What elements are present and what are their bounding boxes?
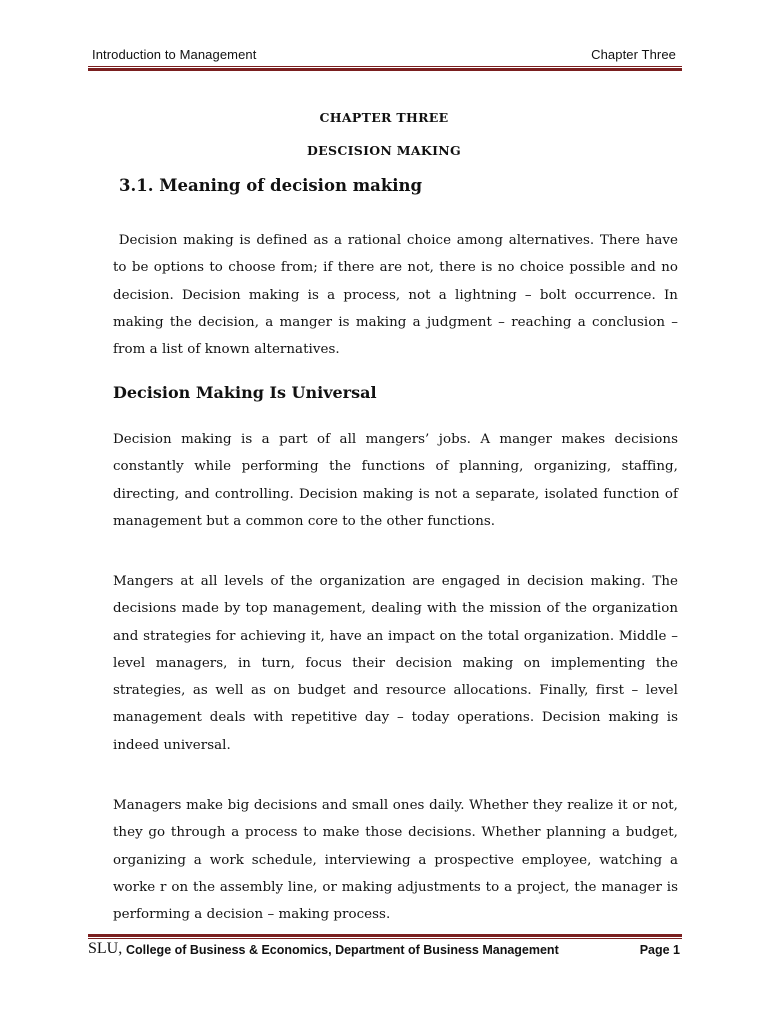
section-heading: 3.1. Meaning of decision making [119,176,423,195]
header-rule-thick [88,68,682,71]
subsection-heading: Decision Making Is Universal [113,383,377,402]
chapter-title: DESCISION MAKING [307,143,461,158]
header-course-title: Introduction to Management [92,47,257,62]
section-paragraph: Decision making is defined as a rational choice among alternatives. There have to be options to choose from; if there are not, there is no choice possible and no decision. Decision making is a process, not a lightning – bolt occurrence. In making the decision, a manger is making a judgment – reaching a conclusion – from a list of known alternatives. [113,233,683,358]
footer-rule-thin [88,938,682,939]
page-footer [88,940,680,962]
footer-organization: SLU, [88,940,123,957]
body-paragraph: Managers make big decisions and small ones daily. Whether they realize it or not, they go through a process to make those decisions. Whether planning a budget, organizing a work schedule, interviewing a prospective employee, watching a worke r on the assembly line, or making adjustments to a project, the manager is performing a decision – making process. [113,798,678,923]
footer-rule-thick [88,934,682,937]
body-paragraph: Mangers at all levels of the organization are engaged in decision making. The decisions made by top management, dealing with the mission of the organization and strategies for achieving it, have an impact on the total organization. Middle – level managers, in turn, focus their decision making on implementing the strategies, as well as on budget and resource allocations. Finally, first – level management deals with repetitive day – today operations. Decision making is indeed universal. [113,574,678,753]
running-header [92,47,676,65]
header-rule-thin [88,66,682,67]
chapter-label: CHAPTER THREE [319,110,449,125]
header-chapter-label: Chapter Three [591,47,676,62]
footer-page-number: Page 1 [639,943,680,957]
footer-department: College of Business & Economics, Department of Business Management [126,943,559,957]
body-paragraph: Decision making is a part of all mangers’ jobs. A manger makes decisions constantly while performing the functions of planning, organizing, staffing, directing, and controlling. Decision making is not a separate, isolated function of management but a common core to the other functions. [113,432,678,529]
